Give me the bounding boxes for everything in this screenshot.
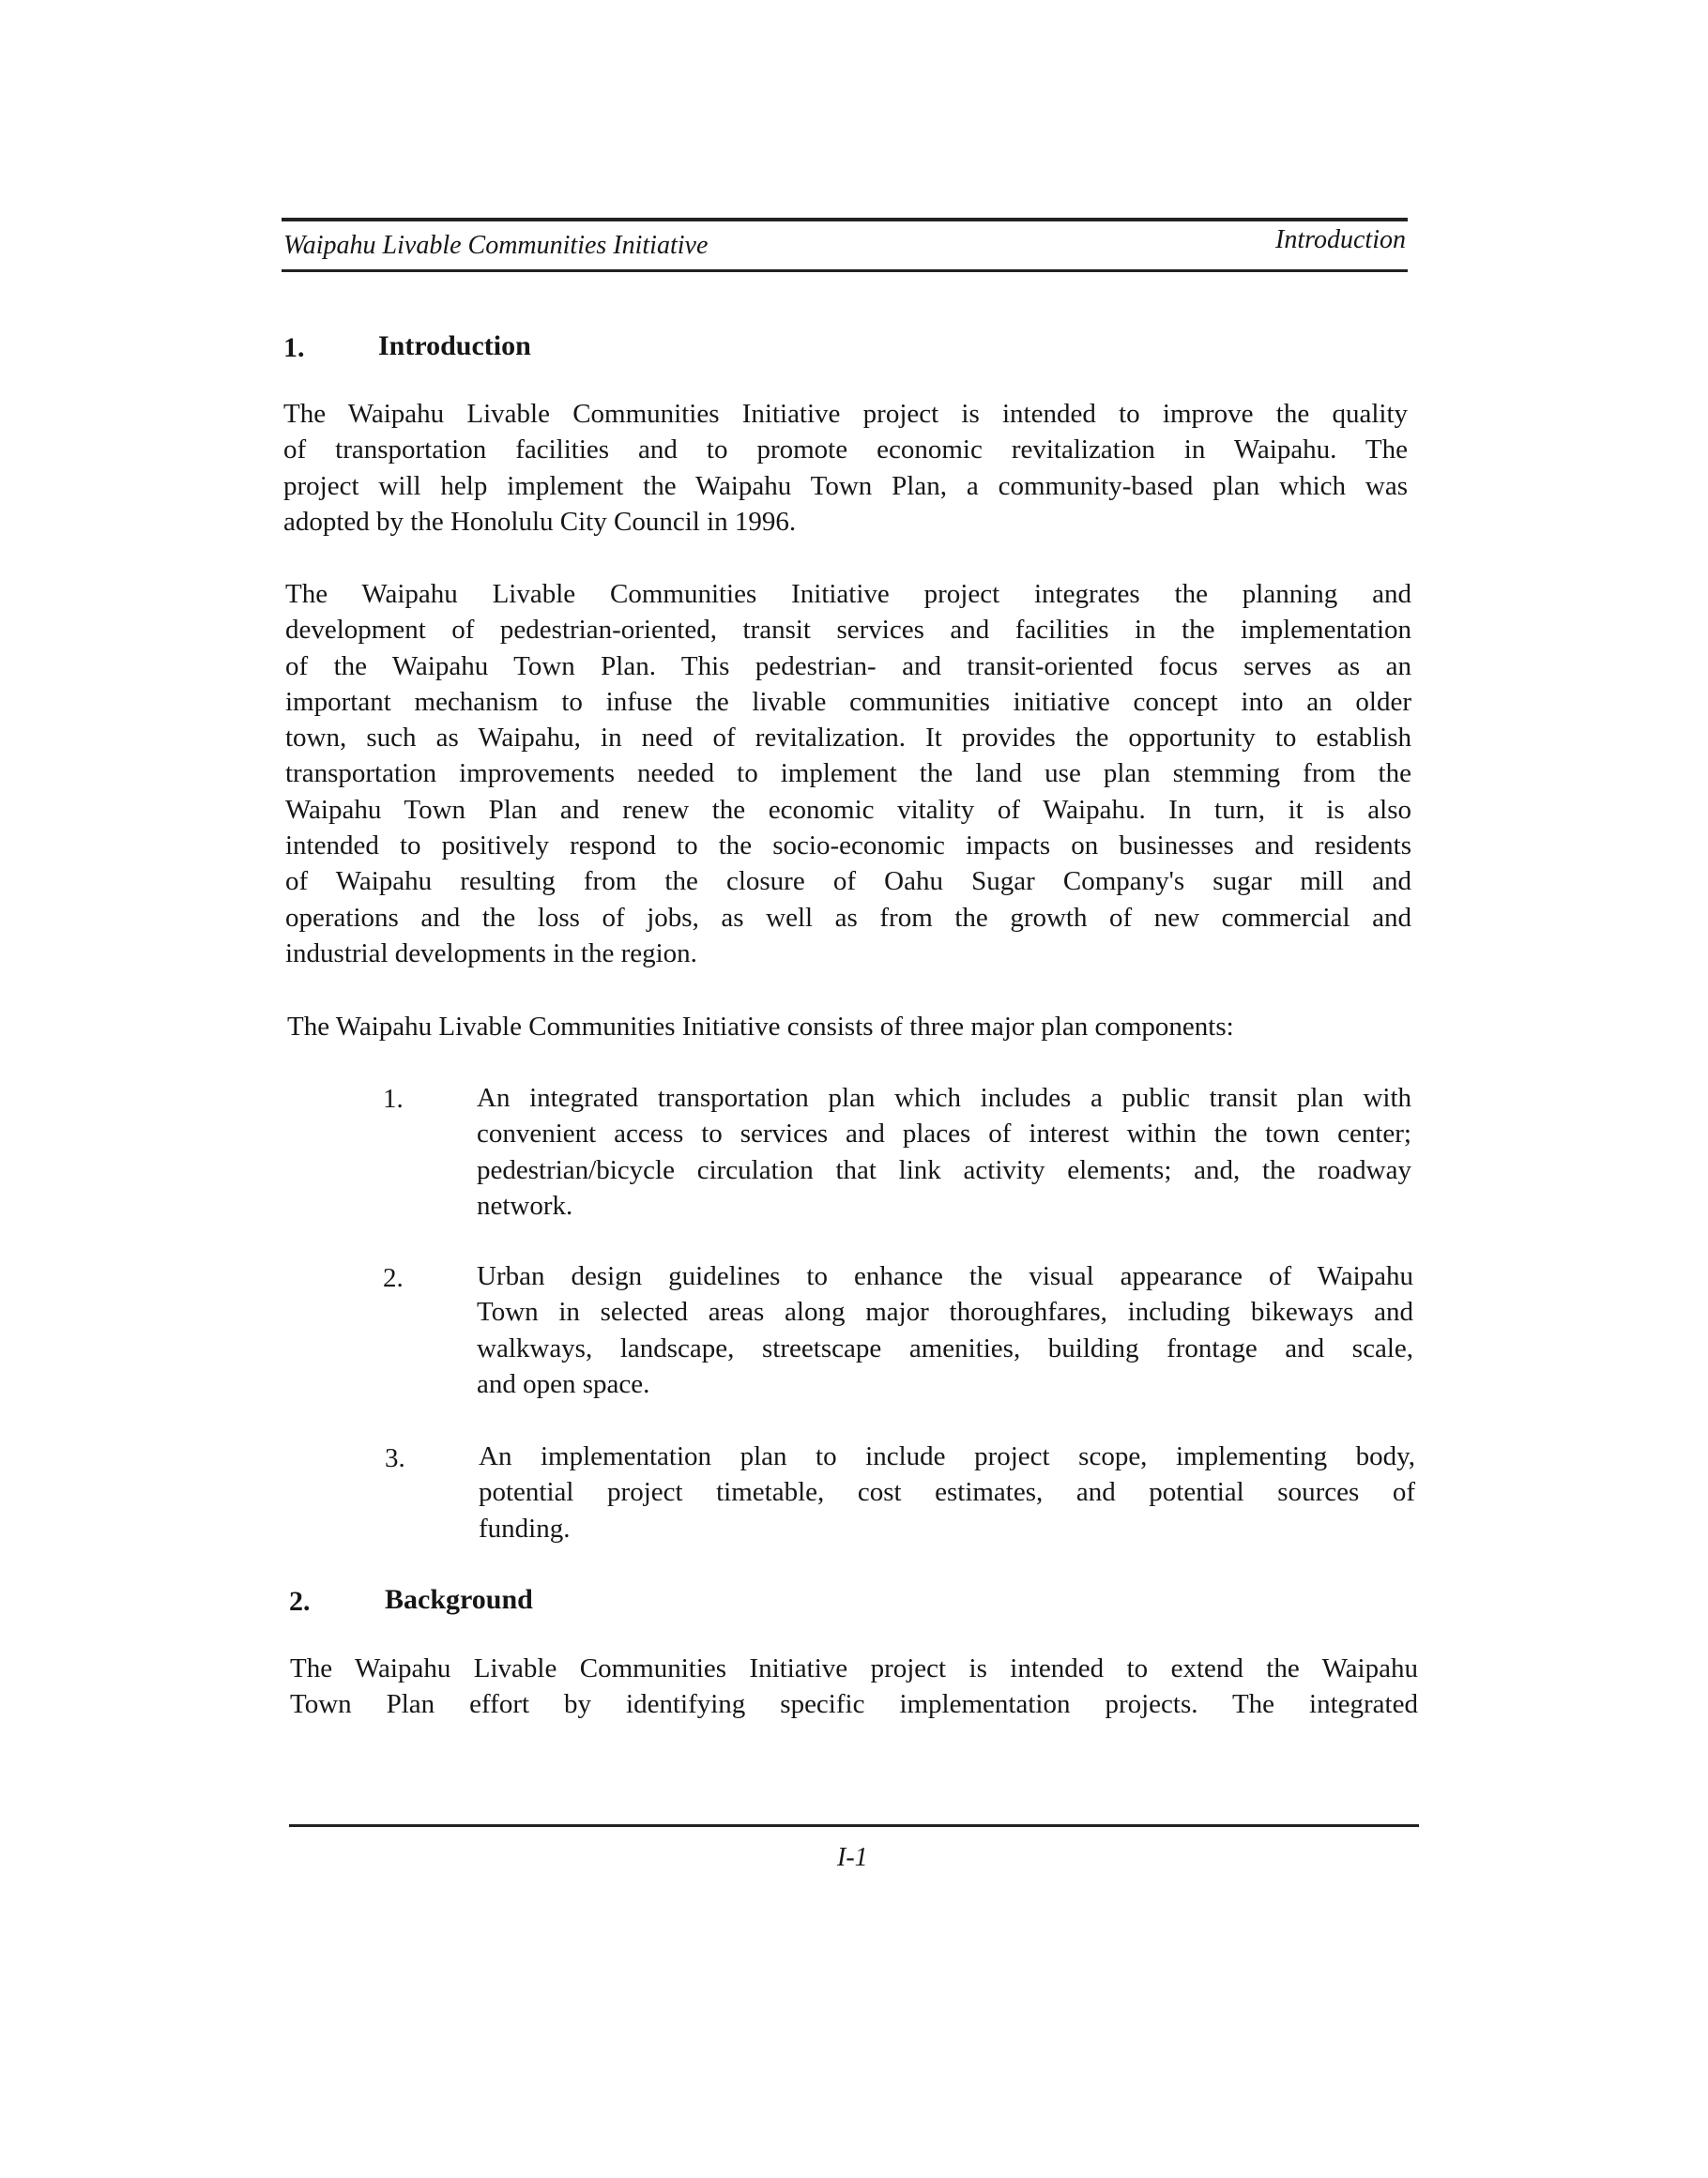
text-line: industrial developments in the region.	[285, 937, 697, 968]
list-item-1-number: 1.	[383, 1084, 404, 1114]
section-2-number: 2.	[289, 1586, 311, 1617]
text-line: potential project timetable, cost estimates, and potential sources of	[479, 1477, 1415, 1508]
text-line: The Waipahu Livable Communities Initiative project integrates the planning and	[285, 579, 1411, 609]
text-line: An integrated transportation plan which includes a public transit plan with	[477, 1083, 1411, 1113]
text-line: town, such as Waipahu, in need of revitalization. It provides the opportunity to establish	[285, 723, 1411, 754]
text-line: development of pedestrian-oriented, transit services and facilities in the implementation	[285, 615, 1411, 646]
text-line: of Waipahu resulting from the closure of Oahu Sugar Company's sugar mill and	[285, 866, 1411, 897]
header-bottom-rule	[282, 269, 1408, 272]
text-line: important mechanism to infuse the livable communities initiative concept into an older	[285, 686, 1411, 717]
text-line: convenient access to services and places of interest within the town center;	[477, 1119, 1411, 1150]
text-line: network.	[477, 1190, 573, 1221]
text-line: Town in selected areas along major thoroughfares, including bikeways and	[477, 1297, 1413, 1328]
text-line: The Waipahu Livable Communities Initiative project is intended to extend the Waipahu	[290, 1653, 1418, 1683]
list-item-1	[477, 1080, 1411, 1224]
text-line: transportation improvements needed to implement the land use plan stemming from the	[285, 758, 1411, 789]
text-line: and open space.	[477, 1368, 650, 1399]
paragraph-2	[285, 576, 1411, 971]
paragraph-3	[287, 1009, 1413, 1044]
header-document-title: Waipahu Livable Communities Initiative	[283, 231, 709, 260]
text-line: of transportation facilities and to promote economic revitalization in Waipahu. The	[283, 434, 1408, 465]
text-line: Urban design guidelines to enhance the visual appearance of Waipahu	[477, 1261, 1413, 1291]
text-line: The Waipahu Livable Communities Initiative consists of three major plan components:	[287, 1012, 1234, 1042]
text-line: An implementation plan to include project scope, implementing body,	[479, 1441, 1415, 1471]
text-line: project will help implement the Waipahu Town Plan, a community-based plan which was	[283, 470, 1408, 501]
list-item-2	[477, 1258, 1413, 1402]
section-1-number: 1.	[283, 332, 305, 363]
background-paragraph	[290, 1651, 1418, 1723]
list-item-3-number: 3.	[385, 1443, 405, 1473]
section-1-title: Introduction	[378, 330, 531, 361]
text-line: operations and the loss of jobs, as well as from the growth of new commercial and	[285, 902, 1411, 933]
text-line: The Waipahu Livable Communities Initiative project is intended to improve the quality	[283, 399, 1408, 429]
text-line: pedestrian/bicycle circulation that link activity elements; and, the roadway	[477, 1154, 1411, 1185]
header-section-title: Introduction	[1275, 225, 1406, 254]
section-2-title: Background	[385, 1584, 533, 1615]
text-line: walkways, landscape, streetscape amenities, building frontage and scale,	[477, 1333, 1413, 1363]
text-line: of the Waipahu Town Plan. This pedestrian- and transit-oriented focus serves as an	[285, 650, 1411, 681]
text-line: intended to positively respond to the socio-economic impacts on businesses and residents	[285, 830, 1411, 861]
text-line: adopted by the Honolulu City Council in 1996.	[283, 506, 797, 537]
list-item-3	[479, 1439, 1415, 1546]
text-line: Waipahu Town Plan and renew the economic vitality of Waipahu. In turn, it is also	[285, 794, 1411, 825]
list-item-2-number: 2.	[383, 1263, 404, 1293]
paragraph-1	[283, 396, 1408, 540]
header-top-rule	[282, 218, 1408, 221]
text-line: Town Plan effort by identifying specific implementation projects. The integrated	[290, 1689, 1418, 1720]
page-number: I-1	[837, 1843, 868, 1872]
text-line: funding.	[479, 1513, 571, 1544]
footer-rule	[289, 1824, 1419, 1827]
